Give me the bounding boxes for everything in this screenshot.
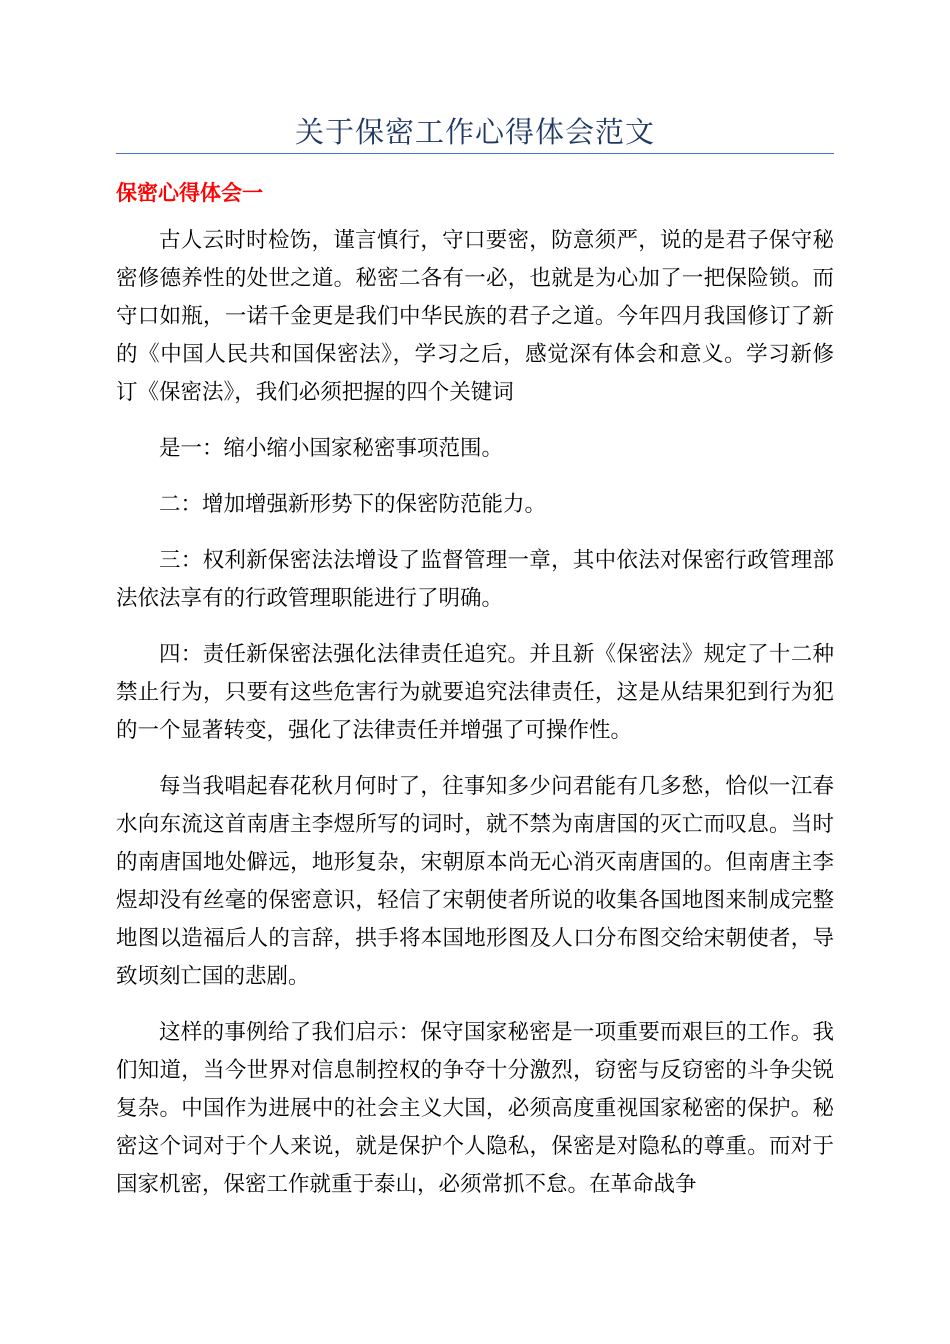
paragraph-4: 三：权利新保密法法增设了监督管理一章，其中依法对保密行政管理部法依法享有的行政管理职能进行了明确。 xyxy=(116,548,834,611)
document-body xyxy=(116,222,834,1222)
title-underline-rule xyxy=(116,153,834,154)
paragraph-1: 古人云时时检饬，谨言慎行，守口要密，防意须严，说的是君子保守秘密修德养性的处世之道。秘密二各有一必，也就是为心加了一把保险锁。而守口如瓶，一诺千金更是我们中华民族的君子之道。今年四月我国修订了新的《中国人民共和国保密法》，学习之后，感觉深有体会和意义。学习新修订《保密法》，我们必须把握的四个关键词 xyxy=(116,228,834,405)
paragraph-7: 这样的事例给了我们启示：保守国家秘密是一项重要而艰巨的工作。我们知道，当今世界对信息制控权的争夺十分激烈，窃密与反窃密的斗争尖锐复杂。中国作为进展中的社会主义大国，必须高度重视国家秘密的保护。秘密这个词对于个人来说，就是保护个人隐私，保密是对隐私的尊重。而对于国家机密，保密工作就重于泰山，必须常抓不怠。在革命战争 xyxy=(116,1020,834,1197)
section-heading: 保密心得体会一 xyxy=(116,181,263,205)
paragraph-2: 是一：缩小缩小国家秘密事项范围。 xyxy=(159,436,504,461)
document-title: 关于保密工作心得体会范文 xyxy=(294,115,655,149)
paragraph-6: 每当我唱起春花秋月何时了，往事知多少问君能有几多愁，恰似一江春水向东流这首南唐主李煜所写的词时，就不禁为南唐国的灭亡而叹息。当时的南唐国地处僻远，地形复杂，宋朝原本尚无心消灭南唐国的。但南唐主李煜却没有丝毫的保密意识，轻信了宋朝使者所说的收集各国地图来制成完整地图以造福后人的言辞，拱手将本国地形图及人口分布图交给宋朝使者，导致顷刻亡国的悲剧。 xyxy=(116,774,834,989)
paragraph-3: 二：增加增强新形势下的保密防范能力。 xyxy=(159,492,547,517)
paragraph-5: 四：责任新保密法强化法律责任追究。并且新《保密法》规定了十二种禁止行为，只要有这些危害行为就要追究法律责任，这是从结果犯到行为犯的一个显著转变，强化了法律责任并增强了可操作性。 xyxy=(116,642,834,743)
